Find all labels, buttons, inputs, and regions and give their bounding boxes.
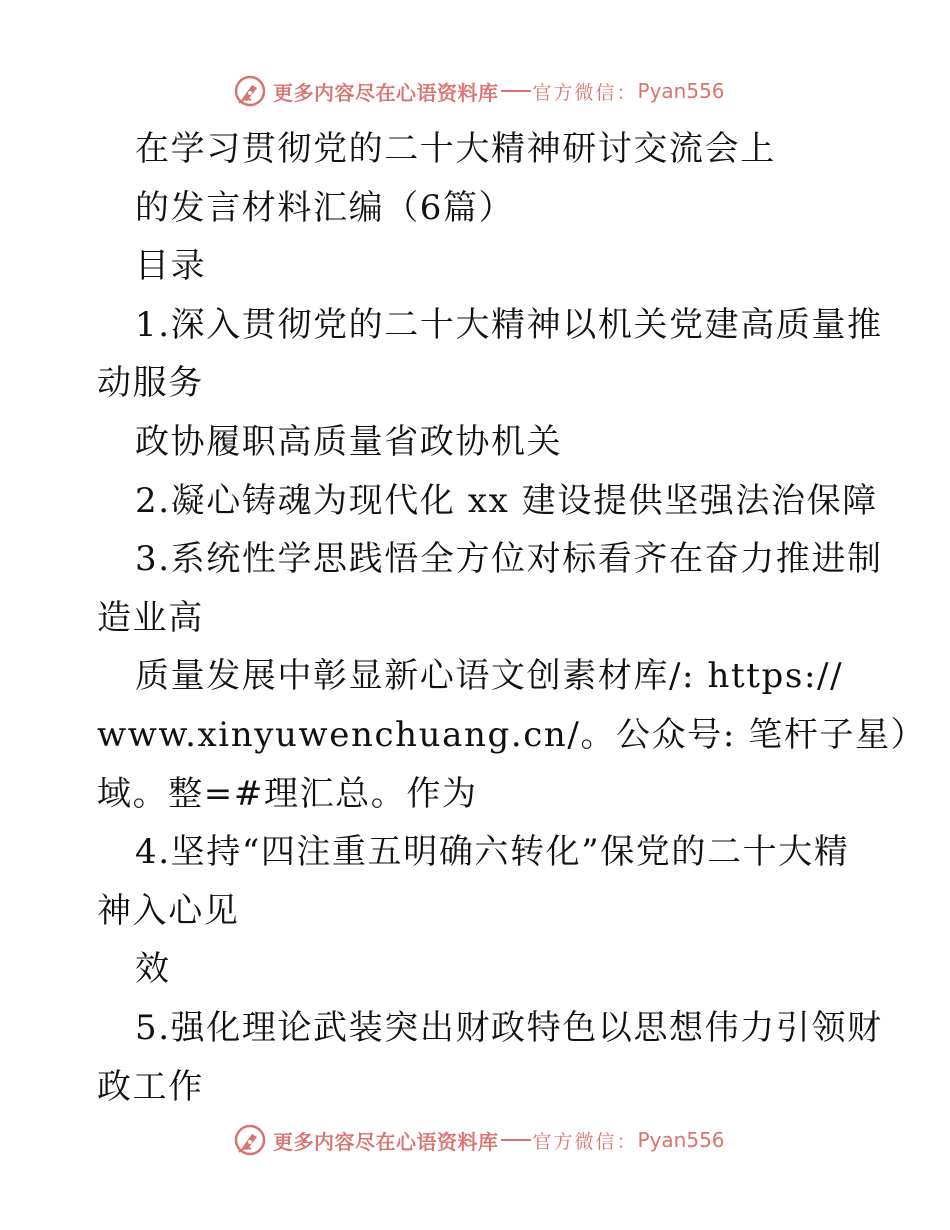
banner-wechat-id: Pyan556 <box>637 1128 725 1152</box>
banner-site-text: 更多内容尽在心语资料库 <box>273 80 499 105</box>
pen-nib-logo-icon <box>233 1123 267 1157</box>
banner-dash-divider <box>501 1139 531 1141</box>
document-body <box>97 120 927 1116</box>
toc-item-1-line-3: 政协履职高质量省政协机关 <box>135 421 563 462</box>
toc-item-2: 2.凝心铸魂为现代化 xx 建设提供坚强法治保障 <box>135 480 878 521</box>
banner-wechat-id: Pyan556 <box>637 79 725 103</box>
toc-item-3-line-4: www.xinyuwenchuang.cn/。公众号: 笔杆子星） <box>97 714 927 755</box>
doc-title-line-1: 在学习贯彻党的二十大精神研讨交流会上 <box>135 129 776 169</box>
header-watermark-banner <box>233 74 725 108</box>
toc-item-3-line-5: 域。整=#理汇总。作为 <box>97 773 478 814</box>
banner-site-text: 更多内容尽在心语资料库 <box>273 1129 499 1154</box>
banner-wechat-label: 官方微信： <box>532 81 638 104</box>
pen-nib-logo-icon <box>233 74 267 108</box>
toc-heading: 目录 <box>135 246 207 287</box>
toc-item-3-line-1: 3.系统性学思践悟全方位对标看齐在奋力推进制 <box>135 539 883 580</box>
banner-dash-divider <box>501 90 531 92</box>
toc-item-4-line-1: 4.坚持“四注重五明确六转化”保党的二十大精 <box>135 832 850 873</box>
banner-wechat-label: 官方微信： <box>532 1130 638 1153</box>
toc-item-1-line-2: 动服务 <box>97 363 204 404</box>
footer-watermark-banner <box>233 1123 725 1157</box>
toc-item-4-line-3: 效 <box>135 949 171 990</box>
doc-title-line-2: 的发言材料汇编（6篇） <box>135 187 515 228</box>
toc-item-3-line-2: 造业高 <box>97 597 204 638</box>
toc-item-5-line-1: 5.强化理论武装突出财政特色以思想伟力引领财 <box>135 1007 883 1048</box>
toc-item-4-line-2: 神入心见 <box>97 890 240 931</box>
toc-item-3-line-3: 质量发展中彰显新心语文创素材库/: https:// <box>135 656 844 697</box>
toc-item-1-line-1: 1.深入贯彻党的二十大精神以机关党建高质量推 <box>135 304 883 345</box>
toc-item-5-line-2: 政工作 <box>97 1066 204 1107</box>
